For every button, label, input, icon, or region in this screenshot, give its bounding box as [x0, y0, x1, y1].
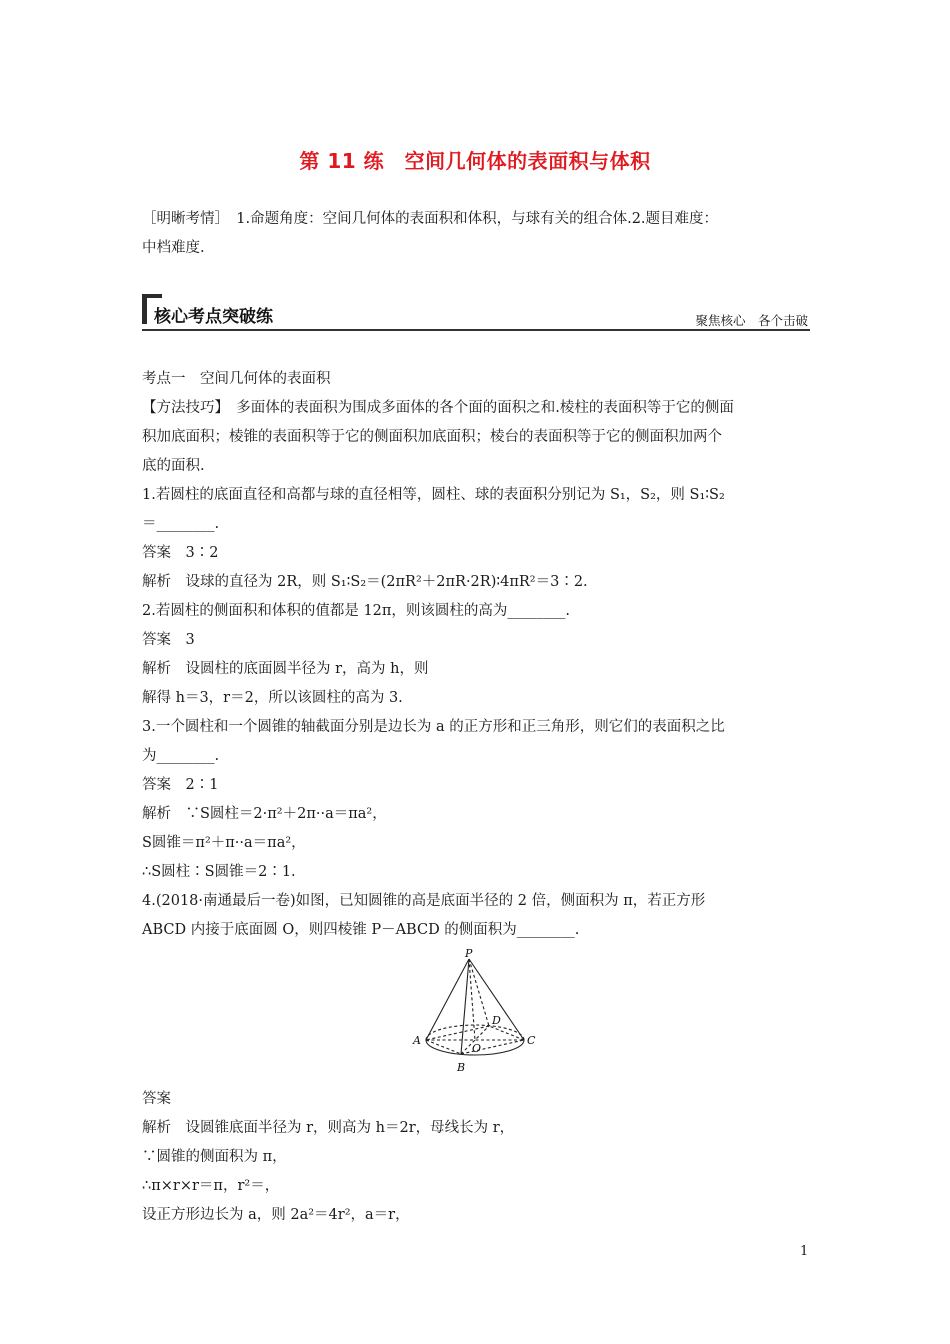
- main-content: [142, 365, 810, 1230]
- section-banner: [142, 294, 810, 334]
- label-a: A: [413, 1034, 421, 1047]
- label-c: C: [527, 1034, 536, 1047]
- label-p: P: [465, 949, 473, 960]
- text-line: 【方法技巧】 多面体的表面积为围成多面体的各个面的面积之和.棱柱的表面积等于它的侧面: [142, 400, 734, 416]
- text-line: 解析 ∵S圆柱＝2·π²＋2π··a＝πa²，: [142, 806, 387, 822]
- section-name: 核心考点突破练: [154, 307, 273, 327]
- text-line: 答案 3: [142, 632, 195, 648]
- text-line: 解得 h＝3，r＝2，所以该圆柱的高为 3.: [142, 690, 403, 706]
- intro-line: ［明晰考情］ 1.命题角度：空间几何体的表面积和体积，与球有关的组合体.2.题目难度：: [142, 211, 719, 227]
- cone-diagram: [410, 949, 540, 1079]
- text-line: 解析 设圆锥底面半径为 r，则高为 h＝2r，母线长为 r，: [142, 1120, 515, 1136]
- page-number: 1: [800, 1244, 809, 1259]
- text-line: S圆锥＝π²＋π··a＝πa²，: [142, 835, 306, 851]
- cone-figure: [142, 949, 810, 1079]
- banner-corner-mark: [142, 294, 147, 324]
- text-line: ∴π×r×r＝π，r²＝，: [142, 1178, 280, 1194]
- text-line: 为________.: [142, 748, 220, 764]
- text-line: 4.(2018·南通最后一卷)如图，已知圆锥的高是底面半径的 2 倍，侧面积为 π，若正方形: [142, 893, 706, 909]
- edge-bc: [461, 1040, 524, 1054]
- text-line: 设正方形边长为 a，则 2a²＝4r²，a＝r，: [142, 1207, 410, 1223]
- text-line: ∵圆锥的侧面积为 π，: [142, 1149, 287, 1165]
- text-line: 底的面积.: [142, 458, 205, 474]
- banner-corner-mark: [142, 294, 162, 298]
- text-line: 1.若圆柱的底面直径和高都与球的直径相等，圆柱、球的表面积分别记为 S₁，S₂，则 S₁∶S₂: [142, 487, 725, 503]
- text-line: 解析 设球的直径为 2R，则 S₁∶S₂＝(2πR²＋2πR·2R)∶4πR²＝3∶2.: [142, 574, 588, 590]
- intro-block: [142, 205, 810, 263]
- label-b: B: [457, 1061, 466, 1074]
- text-line: 2.若圆柱的侧面积和体积的值都是 12π，则该圆柱的高为________.: [142, 603, 571, 619]
- cone-slant-left: [426, 959, 469, 1040]
- banner-rule: [142, 329, 810, 331]
- page-title: 第 11 练 空间几何体的表面积与体积: [299, 149, 651, 173]
- text-line: ＝________.: [142, 516, 220, 532]
- edge-da: [426, 1026, 489, 1040]
- label-d: D: [492, 1014, 501, 1027]
- text-line: 积加底面积；棱锥的表面积等于它的侧面积加底面积；棱台的表面积等于它的侧面积加两个: [142, 429, 722, 445]
- text-line: 答案: [142, 1091, 171, 1107]
- text-line: 3.一个圆柱和一个圆锥的轴截面分别是边长为 a 的正方形和正三角形，则它们的表面积之比: [142, 719, 725, 735]
- text-line: ABCD 内接于底面圆 O，则四棱锥 P－ABCD 的侧面积为________.: [142, 922, 580, 938]
- intro-line: 中档难度.: [142, 240, 205, 256]
- text-line: 考点一 空间几何体的表面积: [142, 371, 331, 387]
- text-line: 解析 设圆柱的底面圆半径为 r，高为 h，则: [142, 661, 429, 677]
- text-line: 答案 3∶2: [142, 545, 219, 561]
- height-po: [469, 959, 475, 1040]
- cone-slant-right: [469, 959, 524, 1040]
- section-tagline: 聚焦核心 各个击破: [695, 313, 808, 328]
- label-o: O: [472, 1042, 482, 1055]
- text-line: 答案 2∶1: [142, 777, 219, 793]
- text-line: ∴S圆柱∶S圆锥＝2∶1.: [142, 864, 296, 880]
